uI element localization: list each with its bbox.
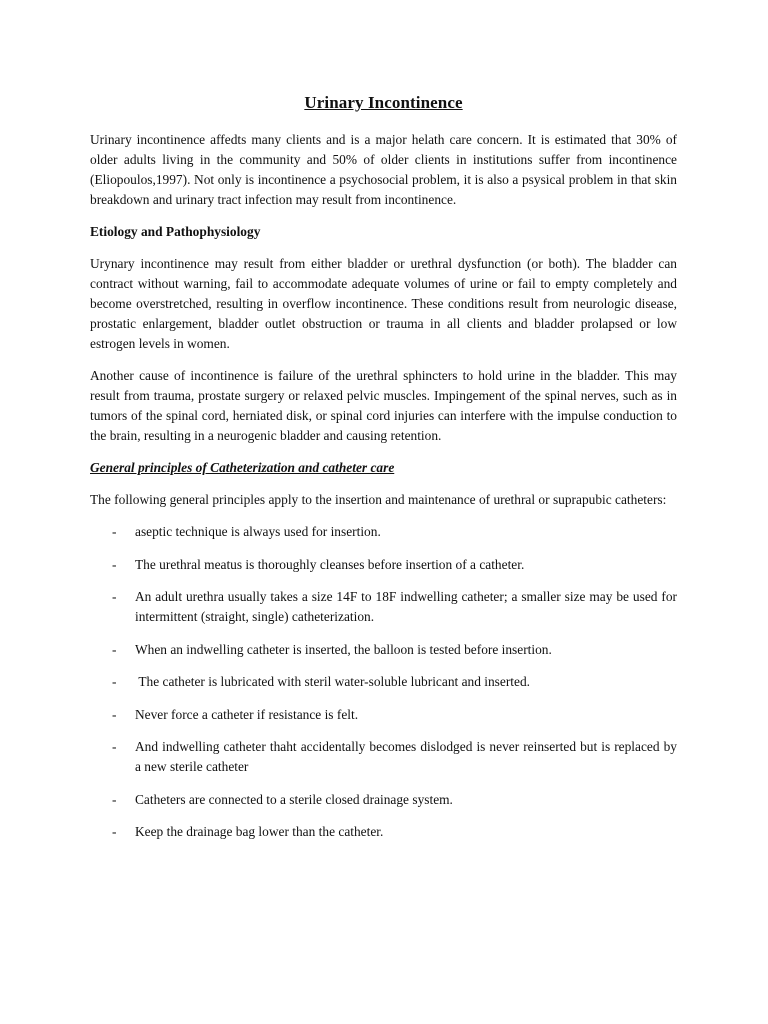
catheterization-intro: The following general principles apply to the insertion and maintenance of urethral or suprapubic catheters: [90,492,667,507]
bullet-dash: - [112,674,117,689]
document-title: Urinary Incontinence [304,93,463,112]
bullet-dash: - [112,589,117,604]
etiology-paragraph-1: Urynary incontinence may result from either bladder or urethral dysfunction (or both). The bladder can contract without warning, fail to accommodate adequate volumes of urine or fail to empty completely and become overstretched, resulting in overflow incontinence. These conditions result from neurologic disease, prostatic enlargement, bladder outlet obstruction or trauma in all clients and bladder prolapsed or low estrogen levels in women. [90,256,677,351]
list-item [90,522,677,542]
list-item-text: The urethral meatus is thoroughly cleanses before insertion of a catheter. [135,556,525,572]
etiology-paragraph-2: Another cause of incontinence is failure of the urethral sphincters to hold urine in the bladder. This may result from trauma, prostate surgery or relaxed pelvic muscles. Impingement of the spinal nerves, such as in tumors of the spinal cord, herniated disk, or spinal cord injuries can interfere with the impulse conduction to the brain, resulting in a neurogenic bladder and causing retention. [90,368,677,443]
principles-list [90,522,677,842]
list-item [90,640,677,660]
list-item-text: An adult urethra usually takes a size 14F to 18F indwelling catheter; a smaller size may be used for intermittent (straight, single) catheterization. [135,589,677,624]
intro-paragraph: Urinary incontinence affedts many clients and is a major helath care concern. It is estimated that 30% of older adults living in the community and 50% of older clients in institutions suffer from incontinence (Eliopoulos,1997). Not only is incontinence a psychosocial problem, it is also a psysical problem in that skin breakdown and urinary tract infection may result from incontinence. [90,132,677,207]
list-item-text: And indwelling catheter thaht accidentally becomes dislodged is never reinserted but is replaced by a new sterile catheter [135,739,677,774]
bullet-dash: - [112,706,117,722]
bullet-dash: - [112,824,117,839]
bullet-dash: - [112,524,117,539]
bullet-dash: - [112,739,117,754]
section-heading-catheterization: General principles of Catheterization and catheter care [90,460,395,475]
list-item [90,672,677,692]
bullet-dash: - [112,791,117,807]
list-item-text: aseptic technique is always used for insertion. [135,524,381,539]
section-heading-etiology: Etiology and Pathophysiology [90,224,261,239]
list-item [90,790,677,810]
bullet-dash: - [112,641,117,657]
bullet-dash: - [112,556,117,572]
list-item [90,737,677,777]
document-page [90,92,677,855]
list-item-text: When an indwelling catheter is inserted, the balloon is tested before insertion. [135,641,552,657]
list-item-text: The catheter is lubricated with steril water-soluble lubricant and inserted. [135,674,530,689]
list-item [90,555,677,575]
list-item [90,822,677,842]
list-item [90,587,677,627]
list-item [90,705,677,725]
list-item-text: Never force a catheter if resistance is felt. [135,706,359,722]
list-item-text: Catheters are connected to a sterile closed drainage system. [135,791,453,807]
list-item-text: Keep the drainage bag lower than the catheter. [135,824,384,839]
